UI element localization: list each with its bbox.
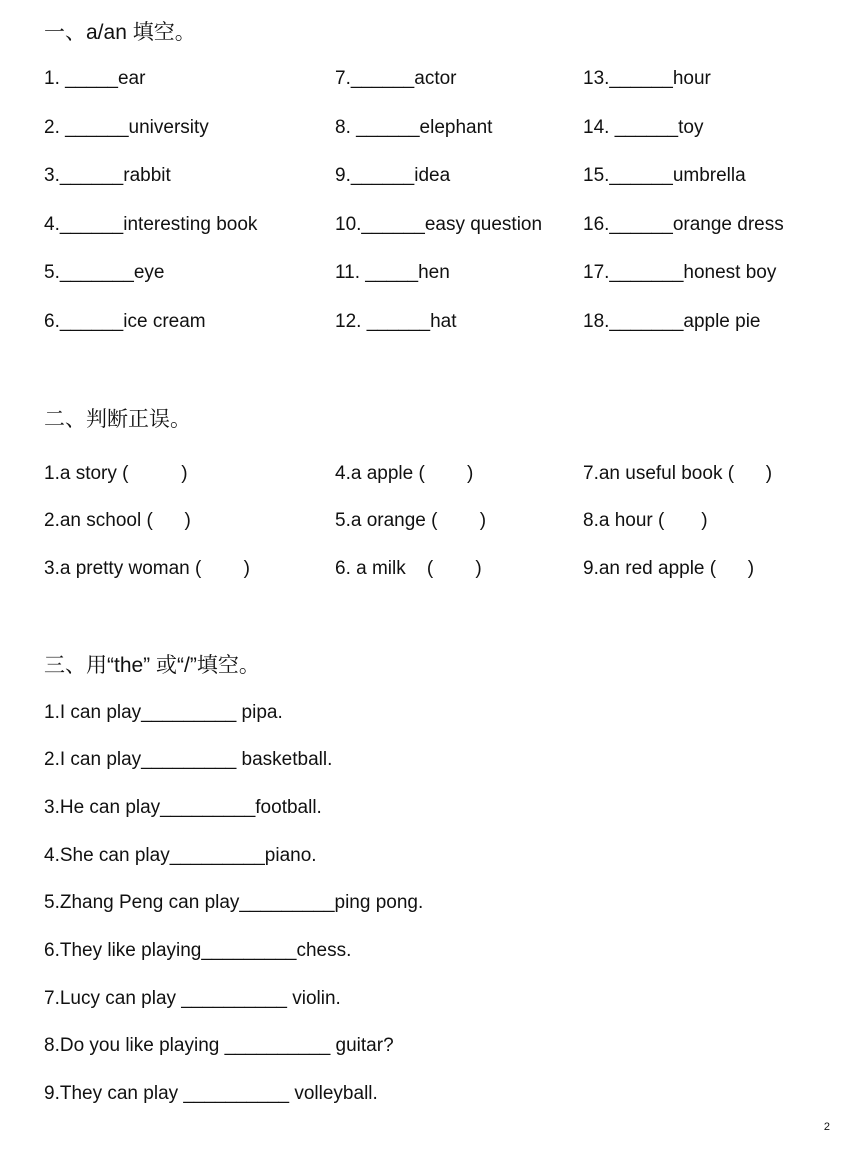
s3-item-2: 2.I can play_________ basketball. [44,749,333,770]
s1-item-2: 2. ______university [44,117,209,138]
s1-item-4: 4.______interesting book [44,214,258,235]
s1-item-11: 11. _____hen [335,262,450,283]
page-number: 2 [823,1121,830,1133]
s2-item-9: 9.an red apple ( ) [583,558,755,579]
s3-item-3: 3.He can play_________football. [44,797,322,818]
s2-item-7: 7.an useful book ( ) [583,463,773,484]
s1-item-3: 3.______rabbit [44,165,171,186]
s2-item-3: 3.a pretty woman ( ) [44,558,250,579]
s1-item-17: 17._______honest boy [583,262,777,283]
s2-item-1: 1.a story ( ) [44,463,188,484]
s1-item-15: 15.______umbrella [583,165,746,186]
s1-item-5: 5._______eye [44,262,165,283]
s1-item-7: 7.______actor [335,68,457,89]
s1-item-14: 14. ______toy [583,117,704,138]
s1-item-12: 12. ______hat [335,311,457,332]
s1-item-10: 10.______easy question [335,214,543,235]
s1-item-1: 1. _____ear [44,68,146,89]
s1-item-16: 16.______orange dress [583,214,784,235]
s1-item-6: 6.______ice cream [44,311,206,332]
s3-item-5: 5.Zhang Peng can play_________ping pong. [44,892,424,913]
s3-item-9: 9.They can play __________ volleyball. [44,1083,378,1104]
s1-item-13: 13.______hour [583,68,711,89]
s3-item-6: 6.They like playing_________chess. [44,940,352,961]
s1-item-9: 9.______idea [335,165,451,186]
s2-item-4: 4.a apple ( ) [335,463,474,484]
s2-item-5: 5.a orange ( ) [335,510,487,531]
section3-heading: 三、用“the” 或“/”填空。 [44,654,260,677]
s3-item-1: 1.I can play_________ pipa. [44,702,283,723]
s2-item-6: 6. a milk ( ) [335,558,482,579]
s3-item-8: 8.Do you like playing __________ guitar? [44,1035,394,1056]
s1-item-18: 18._______apple pie [583,311,761,332]
s3-item-4: 4.She can play_________piano. [44,845,317,866]
s2-item-2: 2.an school ( ) [44,510,191,531]
section1-heading: 一、a/an 填空。 [44,21,196,44]
s2-item-8: 8.a hour ( ) [583,510,708,531]
s1-item-8: 8. ______elephant [335,117,493,138]
section2-heading: 二、判断正误。 [44,408,191,431]
s3-item-7: 7.Lucy can play __________ violin. [44,988,341,1009]
